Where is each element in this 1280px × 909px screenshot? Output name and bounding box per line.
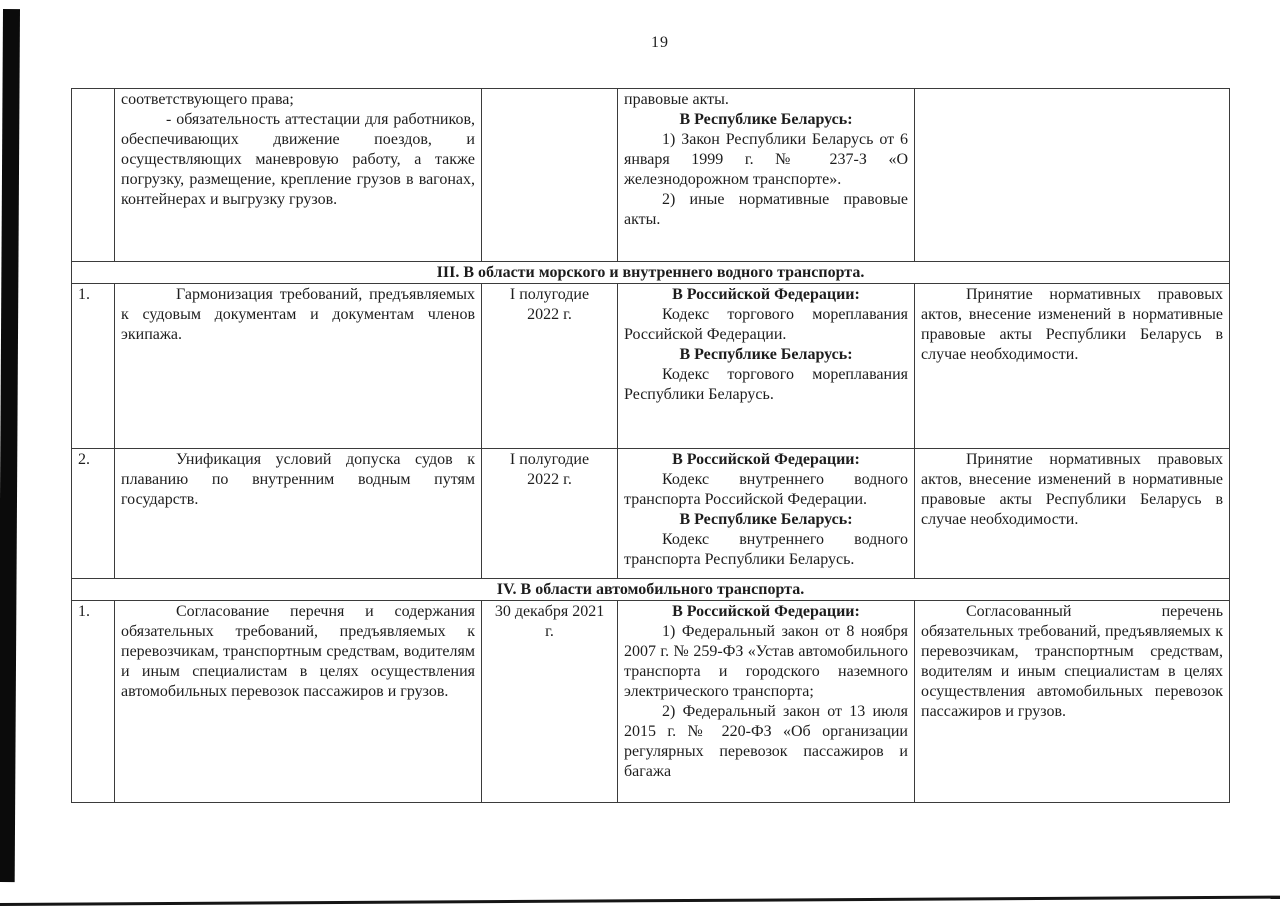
cell-result-empty	[915, 89, 1230, 262]
section-header-row	[72, 262, 1230, 284]
task-paragraph: Унификация условий допуска судов к плаванию по внутренним водным путям государств.	[121, 451, 475, 508]
cell-deadline	[482, 284, 618, 449]
cell-row-number-empty	[72, 89, 115, 262]
cell-task	[115, 284, 482, 449]
document-table	[71, 88, 1230, 803]
section-3-title: III. В области морского и внутреннего водного транспорта.	[72, 262, 1230, 284]
acts-belarus-heading: В Республике Беларусь:	[679, 111, 853, 128]
deadline-text: 30 декабря 2021 г.	[494, 603, 605, 640]
cell-result	[915, 601, 1230, 803]
result-paragraph: Принятие нормативных правовых актов, внесение изменений в нормативные правовые акты Республики Беларусь в случае необходимости.	[921, 286, 1223, 363]
cell-deadline	[482, 601, 618, 803]
acts-paragraph: Кодекс внутреннего водного транспорта Российской Федерации.	[624, 471, 908, 508]
acts-paragraph: Кодекс внутреннего водного транспорта Республики Беларусь.	[624, 531, 908, 568]
deadline-text: I полугодие 2022 г.	[509, 286, 590, 323]
acts-russia-heading: В Российской Федерации:	[672, 286, 860, 303]
result-paragraph: Принятие нормативных правовых актов, внесение изменений в нормативные правовые акты Республики Беларусь в случае необходимости.	[921, 451, 1223, 528]
acts-paragraph: Кодекс торгового мореплавания Республики Беларусь.	[624, 366, 908, 403]
table-row	[72, 284, 1230, 449]
task-paragraph: Согласование перечня и содержания обязательных требований, предъявляемых к перевозчикам, транспортным средствам, водителям и иным специалистам в целях осуществления автомобильных перевозок пассажиров и грузов.	[121, 603, 475, 700]
cell-task	[115, 89, 482, 262]
acts-paragraph: 2) иные нормативные правовые акты.	[624, 191, 908, 228]
task-paragraph: соответствующего права;	[121, 91, 294, 108]
cell-result	[915, 449, 1230, 579]
cell-legal-acts	[618, 601, 915, 803]
acts-paragraph: 1) Закон Республики Беларусь от 6 января 1999 г. № 237-З «О железнодорожном транспорте».	[624, 131, 908, 188]
acts-russia-heading: В Российской Федерации:	[672, 451, 860, 468]
scan-artifact-left-bar	[0, 9, 20, 882]
acts-paragraph: правовые акты.	[624, 91, 729, 108]
task-paragraph: - обязательность аттестации для работников, обеспечивающих движение поездов, и осуществляющих маневровую работу, а также погрузку, размещение, крепление грузов в вагонах, контейнерах и выгрузку грузов.	[121, 111, 475, 208]
cell-legal-acts	[618, 89, 915, 262]
acts-belarus-heading: В Республике Беларусь:	[679, 346, 853, 363]
acts-paragraph: 1) Федеральный закон от 8 ноября 2007 г. № 259-ФЗ «Устав автомобильного транспорта и городского наземного электрического транспорта;	[624, 623, 908, 700]
acts-paragraph: Кодекс торгового мореплавания Российской Федерации.	[624, 306, 908, 343]
acts-russia-heading: В Российской Федерации:	[672, 603, 860, 620]
cell-legal-acts	[618, 284, 915, 449]
cell-row-number: 1.	[72, 601, 115, 803]
page-number: 19	[651, 34, 669, 51]
cell-result	[915, 284, 1230, 449]
task-paragraph: Гармонизация требований, предъявляемых к судовым документам и документам членов экипажа.	[121, 286, 475, 343]
cell-task	[115, 449, 482, 579]
scan-artifact-bottom-line	[0, 896, 1280, 906]
section-header-row	[72, 579, 1230, 601]
result-paragraph: Согласованный перечень обязательных требований, предъявляемых к перевозчикам, транспортным средствам, водителям и иным специалистам в целях осуществления автомобильных перевозок пассажиров и грузов.	[921, 603, 1223, 720]
cell-deadline-empty	[482, 89, 618, 262]
cell-row-number: 1.	[72, 284, 115, 449]
cell-task	[115, 601, 482, 803]
acts-belarus-heading: В Республике Беларусь:	[679, 511, 853, 528]
cell-legal-acts	[618, 449, 915, 579]
cell-deadline	[482, 449, 618, 579]
acts-paragraph: 2) Федеральный закон от 13 июля 2015 г. № 220-ФЗ «Об организации регулярных перевозок пассажиров и багажа	[624, 703, 908, 780]
section-4-title: IV. В области автомобильного транспорта.	[72, 579, 1230, 601]
cell-row-number: 2.	[72, 449, 115, 579]
table-row	[72, 601, 1230, 803]
table-row	[72, 449, 1230, 579]
table-row-continuation	[72, 89, 1230, 262]
deadline-text: I полугодие 2022 г.	[509, 451, 590, 488]
